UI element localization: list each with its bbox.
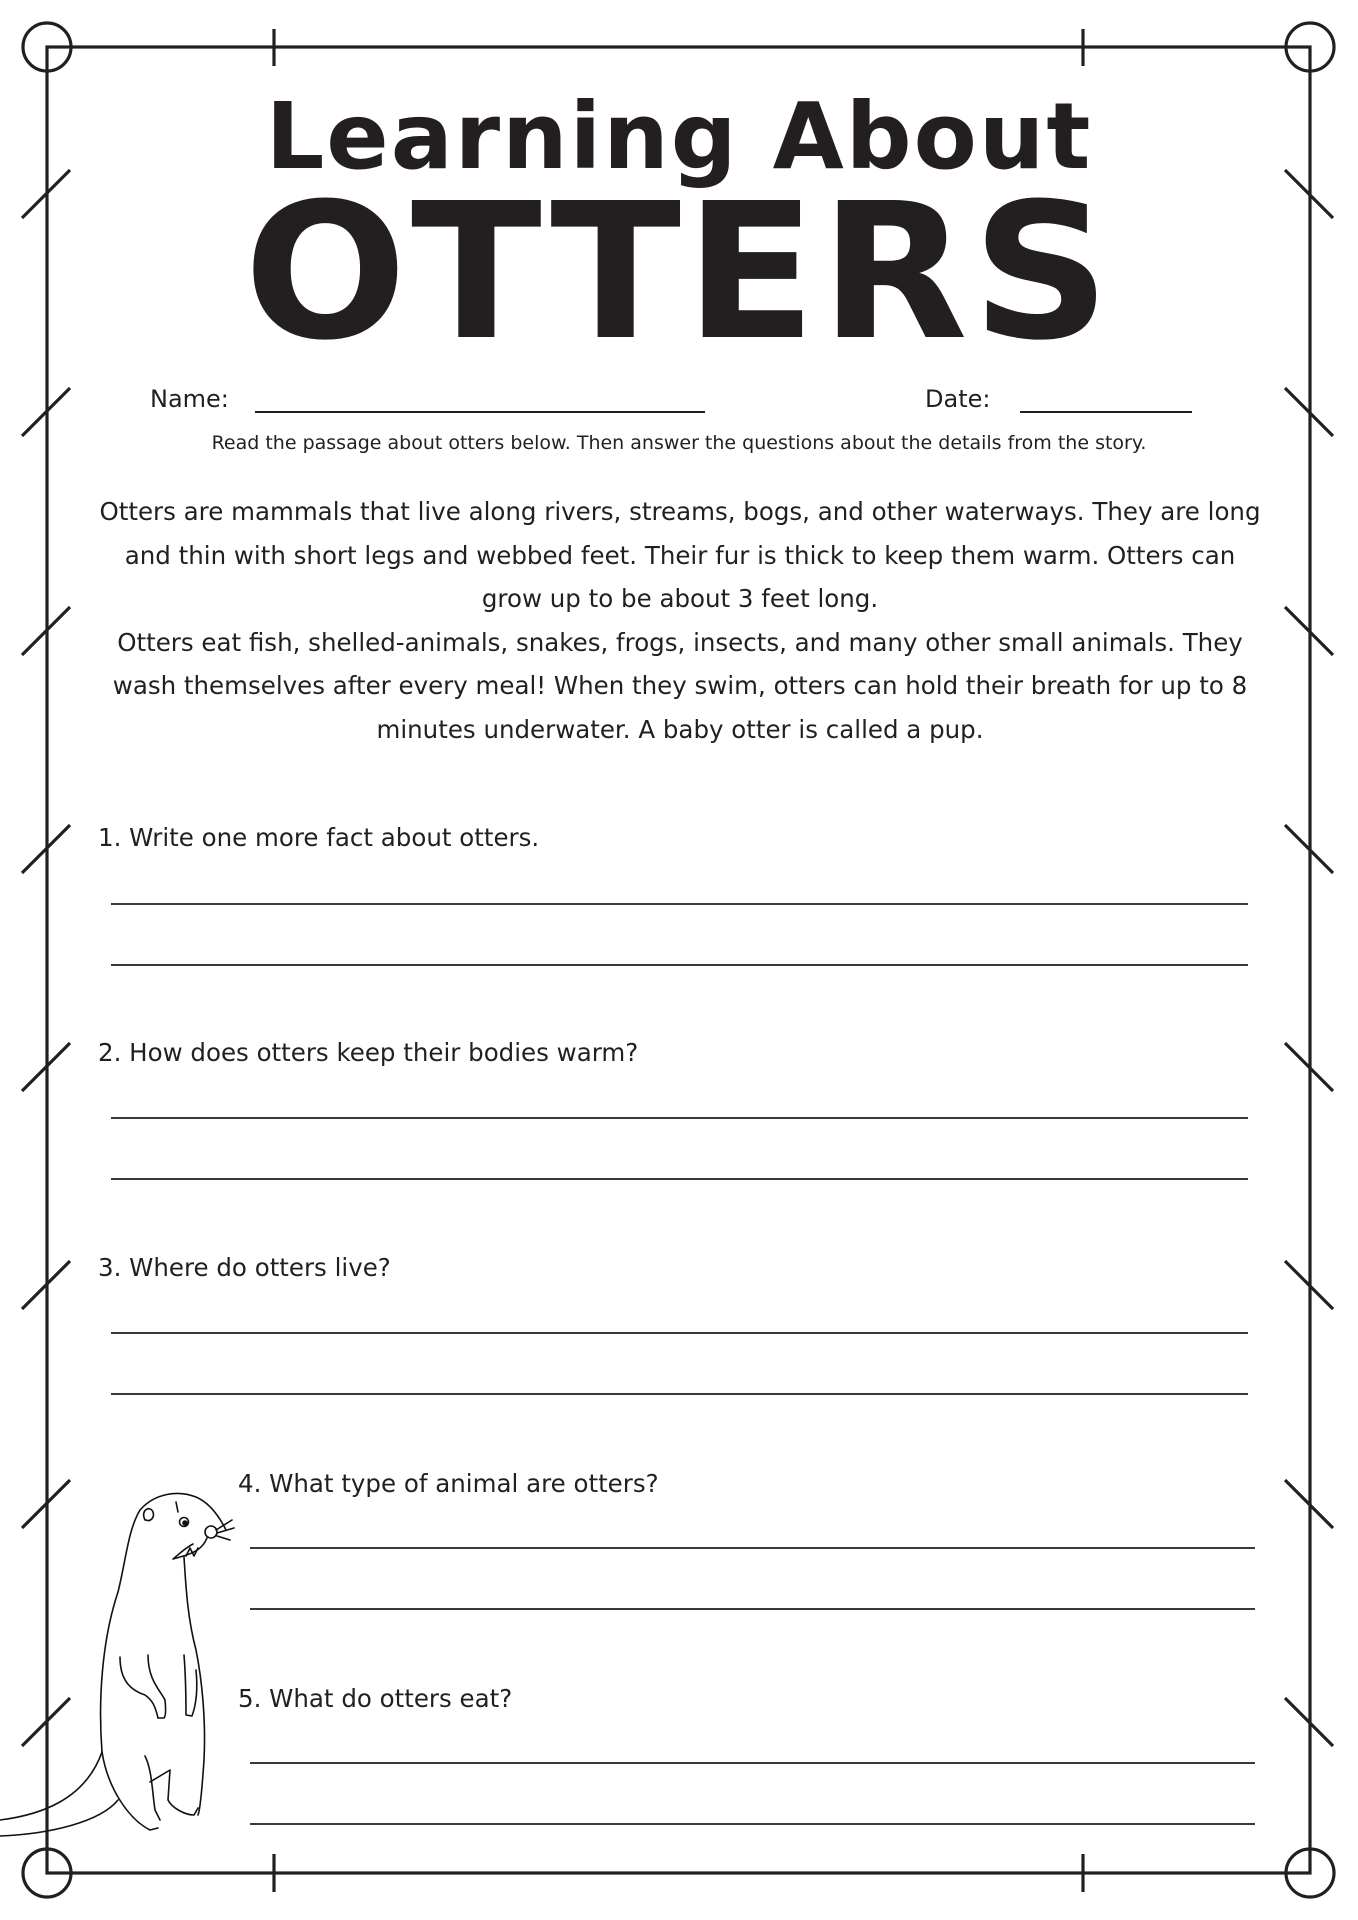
answer-line-4b[interactable]: [250, 1608, 1255, 1610]
answer-line-2a[interactable]: [111, 1117, 1248, 1119]
passage-paragraph: Otters are mammals that live along rivers, streams, bogs, and other waterways. They are long and thin with short legs and webbed feet. Their fur is thick to keep them warm. Otters can grow up to be about 3 feet long.: [99, 497, 1261, 614]
question-1: 1. Write one more fact about otters.: [98, 823, 540, 852]
question-3: 3. Where do otters live?: [98, 1253, 391, 1282]
otter-illustration-icon: [0, 1480, 240, 1850]
answer-line-3a[interactable]: [111, 1332, 1248, 1334]
answer-line-5a[interactable]: [250, 1762, 1255, 1764]
question-2: 2. How does otters keep their bodies warm?: [98, 1038, 639, 1067]
title-otters: OTTERS: [243, 163, 1115, 382]
title-learning-about: Learning About: [265, 83, 1093, 190]
answer-line-4a[interactable]: [250, 1547, 1255, 1549]
passage-paragraph: Otters eat fish, shelled-animals, snakes, frogs, insects, and many other small animals. They wash themselves after every meal! When they swim, otters can hold their breath for up to 8 minutes underwater. A baby otter is called a pup.: [112, 627, 1248, 744]
reading-passage: [92, 490, 1268, 752]
date-label: Date:: [925, 385, 991, 413]
name-field[interactable]: [255, 411, 705, 413]
answer-line-1b[interactable]: [111, 964, 1248, 966]
answer-line-5b[interactable]: [250, 1823, 1255, 1825]
question-5: 5. What do otters eat?: [238, 1684, 513, 1713]
name-label: Name:: [150, 385, 229, 413]
answer-line-1a[interactable]: [111, 903, 1248, 905]
answer-line-2b[interactable]: [111, 1178, 1248, 1180]
answer-line-3b[interactable]: [111, 1393, 1248, 1395]
instructions: Read the passage about otters below. Then answer the questions about the details from the story.: [211, 432, 1147, 454]
question-4: 4. What type of animal are otters?: [238, 1469, 659, 1498]
date-field[interactable]: [1020, 411, 1192, 413]
